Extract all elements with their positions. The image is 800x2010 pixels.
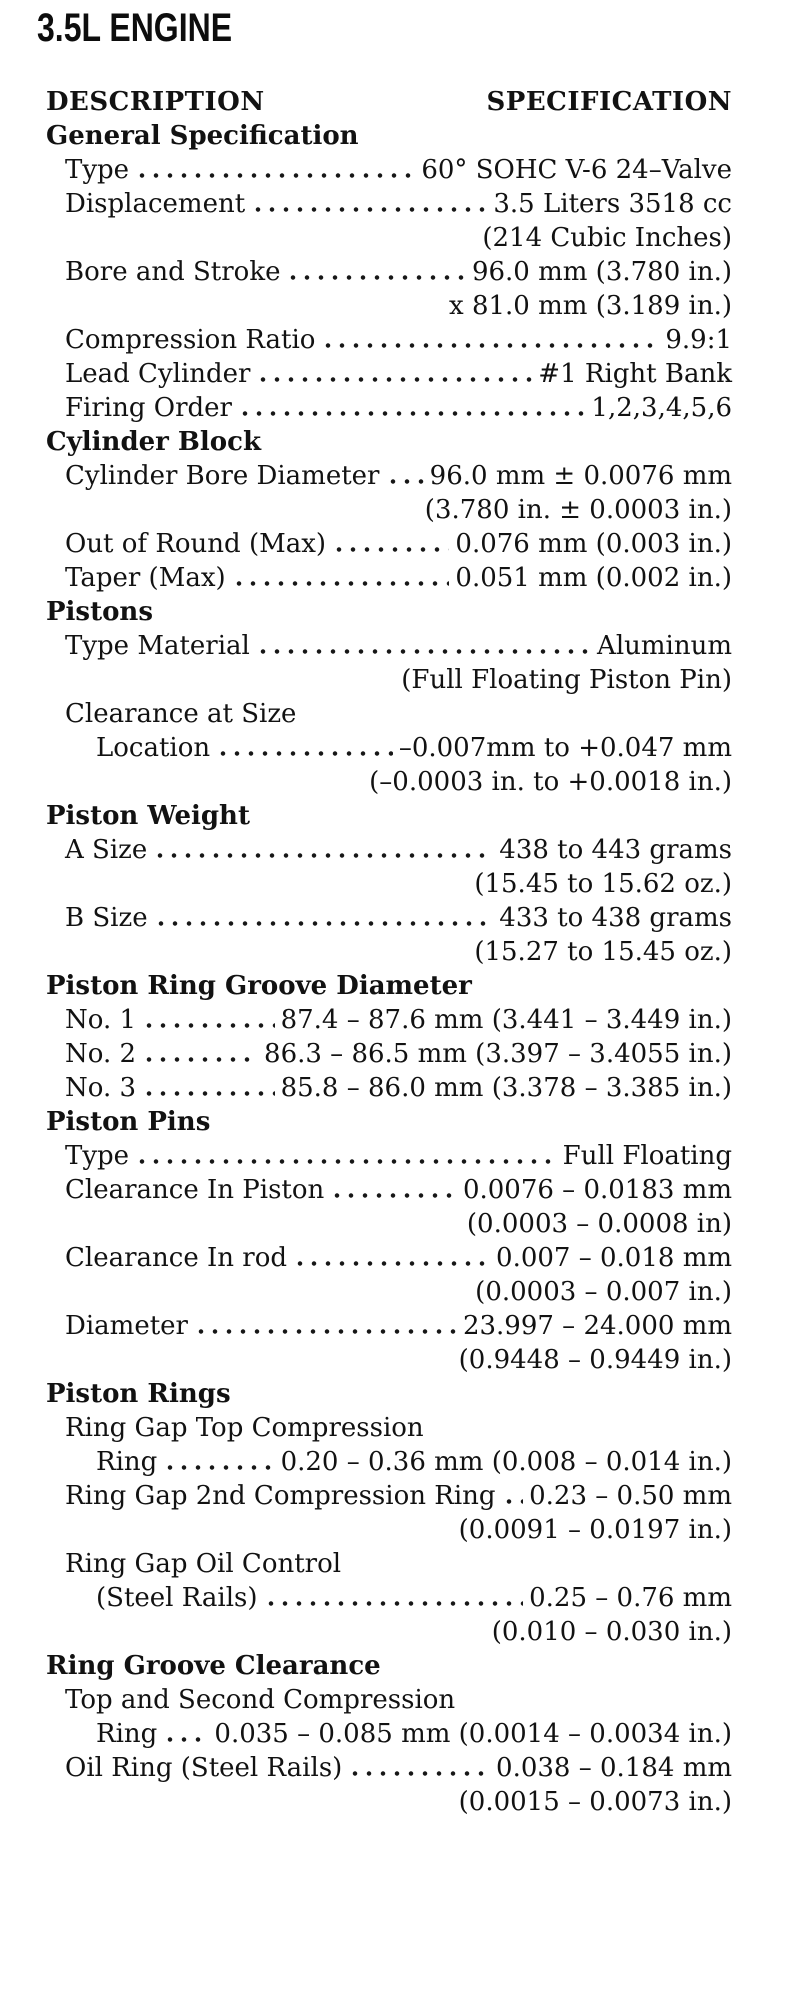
- spec-continuation: (Full Floating Piston Pin): [401, 665, 732, 695]
- spec-row: [46, 1037, 732, 1071]
- spec-label: Top and Second Compression: [65, 1685, 456, 1715]
- dot-leader: [232, 581, 450, 586]
- spec-value: 96.0 mm (3.780 in.): [471, 257, 732, 287]
- spec-label: Firing Order: [65, 393, 232, 423]
- spec-label: Cylinder Bore Diameter: [65, 461, 380, 491]
- spec-value: 86.3 – 86.5 mm (3.397 – 3.4055 in.): [264, 1039, 732, 1069]
- dot-leader: [386, 479, 424, 484]
- description-column-header: DESCRIPTION: [46, 87, 265, 117]
- spec-row: [46, 323, 732, 357]
- spec-row: [46, 1547, 732, 1581]
- spec-continuation: (0.9448 – 0.9449 in.): [458, 1345, 732, 1375]
- dot-leader: [251, 207, 487, 212]
- spec-label: Type Material: [65, 631, 250, 661]
- spec-row: [46, 1751, 732, 1785]
- spec-label: Clearance at Size: [65, 699, 297, 729]
- spec-value: 96.0 mm ± 0.0076 mm: [429, 461, 732, 491]
- spec-label: Ring: [96, 1719, 158, 1749]
- spec-label: A Size: [65, 835, 148, 865]
- spec-row: [46, 561, 732, 595]
- spec-row: [46, 731, 732, 765]
- spec-continuation: (0.010 – 0.030 in.): [491, 1617, 732, 1647]
- spec-label: Type: [65, 1141, 130, 1171]
- spec-label: Displacement: [65, 189, 246, 219]
- spec-row: [46, 901, 732, 935]
- spec-row: [46, 833, 732, 867]
- spec-row: [46, 153, 732, 187]
- spec-value: 87.4 – 87.6 mm (3.441 – 3.449 in.): [280, 1005, 732, 1035]
- spec-continuation: (0.0015 – 0.0073 in.): [458, 1787, 732, 1817]
- dot-leader: [135, 1159, 557, 1164]
- spec-value: 23.997 – 24.000 mm: [462, 1311, 732, 1341]
- dot-leader: [142, 1091, 275, 1096]
- spec-row: [46, 1173, 732, 1207]
- specification-column-header: SPECIFICATION: [486, 87, 732, 117]
- section-heading: Piston Rings: [46, 1379, 231, 1409]
- section-heading: Piston Pins: [46, 1107, 211, 1137]
- section-heading: Piston Weight: [46, 801, 250, 831]
- spec-row: [46, 697, 732, 731]
- dot-leader: [135, 173, 415, 178]
- sections: [46, 119, 732, 1819]
- section-heading: Cylinder Block: [46, 427, 261, 457]
- spec-continuation: (3.780 in. ± 0.0003 in.): [424, 495, 732, 525]
- spec-value: 1,2,3,4,5,6: [591, 393, 732, 423]
- spec-label: Location: [96, 733, 211, 763]
- spec-continuation: (–0.0003 in. to +0.0018 in.): [369, 767, 732, 797]
- spec-row: [46, 1309, 732, 1343]
- spec-label: Oil Ring (Steel Rails): [65, 1753, 343, 1783]
- spec-label: Lead Cylinder: [65, 359, 251, 389]
- spec-value: Aluminum: [597, 631, 732, 661]
- spec-value: 438 to 443 grams: [499, 835, 732, 865]
- dot-leader: [286, 275, 465, 280]
- spec-continuation: (0.0091 – 0.0197 in.): [458, 1515, 732, 1545]
- spec-row: [46, 255, 732, 289]
- section-heading: Piston Ring Groove Diameter: [46, 971, 472, 1001]
- spec-value: 60° SOHC V-6 24–Valve: [421, 155, 732, 185]
- dot-leader: [256, 377, 532, 382]
- spec-row: [46, 1683, 732, 1717]
- spec-value: 0.038 – 0.184 mm: [496, 1753, 732, 1783]
- spec-label: Clearance In Piston: [65, 1175, 325, 1205]
- spec-label: Compression Ratio: [65, 325, 316, 355]
- spec-label: No. 2: [65, 1039, 137, 1069]
- spec-value: 0.23 – 0.50 mm: [529, 1481, 732, 1511]
- spec-label: Bore and Stroke: [65, 257, 281, 287]
- dot-leader: [238, 411, 585, 416]
- dot-leader: [142, 1057, 258, 1062]
- spec-label: (Steel Rails): [96, 1583, 258, 1613]
- spec-value: –0.007mm to +0.047 mm: [398, 733, 732, 763]
- spec-label: Taper (Max): [65, 563, 226, 593]
- spec-label: No. 3: [65, 1073, 137, 1103]
- spec-label: No. 1: [65, 1005, 137, 1035]
- section-heading: General Specification: [46, 121, 359, 151]
- dot-leader: [321, 343, 659, 348]
- page-title: 3.5L ENGINE: [37, 6, 233, 50]
- spec-row: [46, 1717, 732, 1751]
- spec-row: [46, 629, 732, 663]
- spec-continuation: (15.27 to 15.45 oz.): [474, 937, 732, 967]
- spec-row: [46, 187, 732, 221]
- dot-leader: [332, 547, 449, 552]
- dot-leader: [154, 921, 494, 926]
- dot-leader: [163, 1465, 274, 1470]
- spec-continuation: (15.45 to 15.62 oz.): [474, 869, 732, 899]
- spec-value: 0.0076 – 0.0183 mm: [462, 1175, 732, 1205]
- spec-label: Ring Gap Top Compression: [65, 1413, 424, 1443]
- spec-continuation: (0.0003 – 0.007 in.): [475, 1277, 732, 1307]
- spec-row: [46, 1479, 732, 1513]
- column-headers: [46, 85, 732, 119]
- spec-value: 0.076 mm (0.003 in.): [455, 529, 732, 559]
- spec-label: Clearance In rod: [65, 1243, 287, 1273]
- spec-row: [46, 1581, 732, 1615]
- spec-continuation: (214 Cubic Inches): [482, 223, 732, 253]
- spec-label: Ring Gap 2nd Compression Ring: [65, 1481, 496, 1511]
- spec-row: [46, 459, 732, 493]
- spec-row: [46, 1003, 732, 1037]
- dot-leader: [194, 1329, 457, 1334]
- dot-leader: [330, 1193, 457, 1198]
- dot-leader: [142, 1023, 275, 1028]
- spec-value: #1 Right Bank: [538, 359, 732, 389]
- spec-label: Type: [65, 155, 130, 185]
- spec-row: [46, 1445, 732, 1479]
- dot-leader: [264, 1601, 524, 1606]
- spec-label: B Size: [65, 903, 148, 933]
- dot-leader: [256, 649, 591, 654]
- spec-label: Ring Gap Oil Control: [65, 1549, 342, 1579]
- spec-label: Ring: [96, 1447, 158, 1477]
- spec-label: Out of Round (Max): [65, 529, 327, 559]
- spec-continuation: (0.0003 – 0.0008 in): [466, 1209, 732, 1239]
- spec-value: 9.9:1: [665, 325, 732, 355]
- dot-leader: [348, 1771, 490, 1776]
- spec-row: [46, 1241, 732, 1275]
- spec-value: 0.007 – 0.018 mm: [496, 1243, 732, 1273]
- spec-value: Full Floating: [562, 1141, 732, 1171]
- spec-continuation: x 81.0 mm (3.189 in.): [449, 291, 732, 321]
- section-heading: Pistons: [46, 597, 153, 627]
- section-heading: Ring Groove Clearance: [46, 1651, 381, 1681]
- spec-value: 0.25 – 0.76 mm: [529, 1583, 732, 1613]
- dot-leader: [153, 853, 493, 858]
- dot-leader: [163, 1737, 208, 1742]
- spec-value: 433 to 438 grams: [499, 903, 732, 933]
- spec-value: 0.20 – 0.36 mm (0.008 – 0.014 in.): [280, 1447, 732, 1477]
- spec-row: [46, 527, 732, 561]
- spec-row: [46, 391, 732, 425]
- spec-value: 85.8 – 86.0 mm (3.378 – 3.385 in.): [280, 1073, 732, 1103]
- dot-leader: [293, 1261, 490, 1266]
- spec-row: [46, 1139, 732, 1173]
- dot-leader: [502, 1499, 524, 1504]
- spec-value: 0.051 mm (0.002 in.): [455, 563, 732, 593]
- spec-row: [46, 1071, 732, 1105]
- spec-label: Diameter: [65, 1311, 188, 1341]
- spec-value: 3.5 Liters 3518 cc: [493, 189, 732, 219]
- spec-sheet: [46, 85, 732, 1819]
- spec-row: [46, 1411, 732, 1445]
- dot-leader: [216, 751, 393, 756]
- spec-row: [46, 357, 732, 391]
- spec-value: 0.035 – 0.085 mm (0.0014 – 0.0034 in.): [214, 1719, 732, 1749]
